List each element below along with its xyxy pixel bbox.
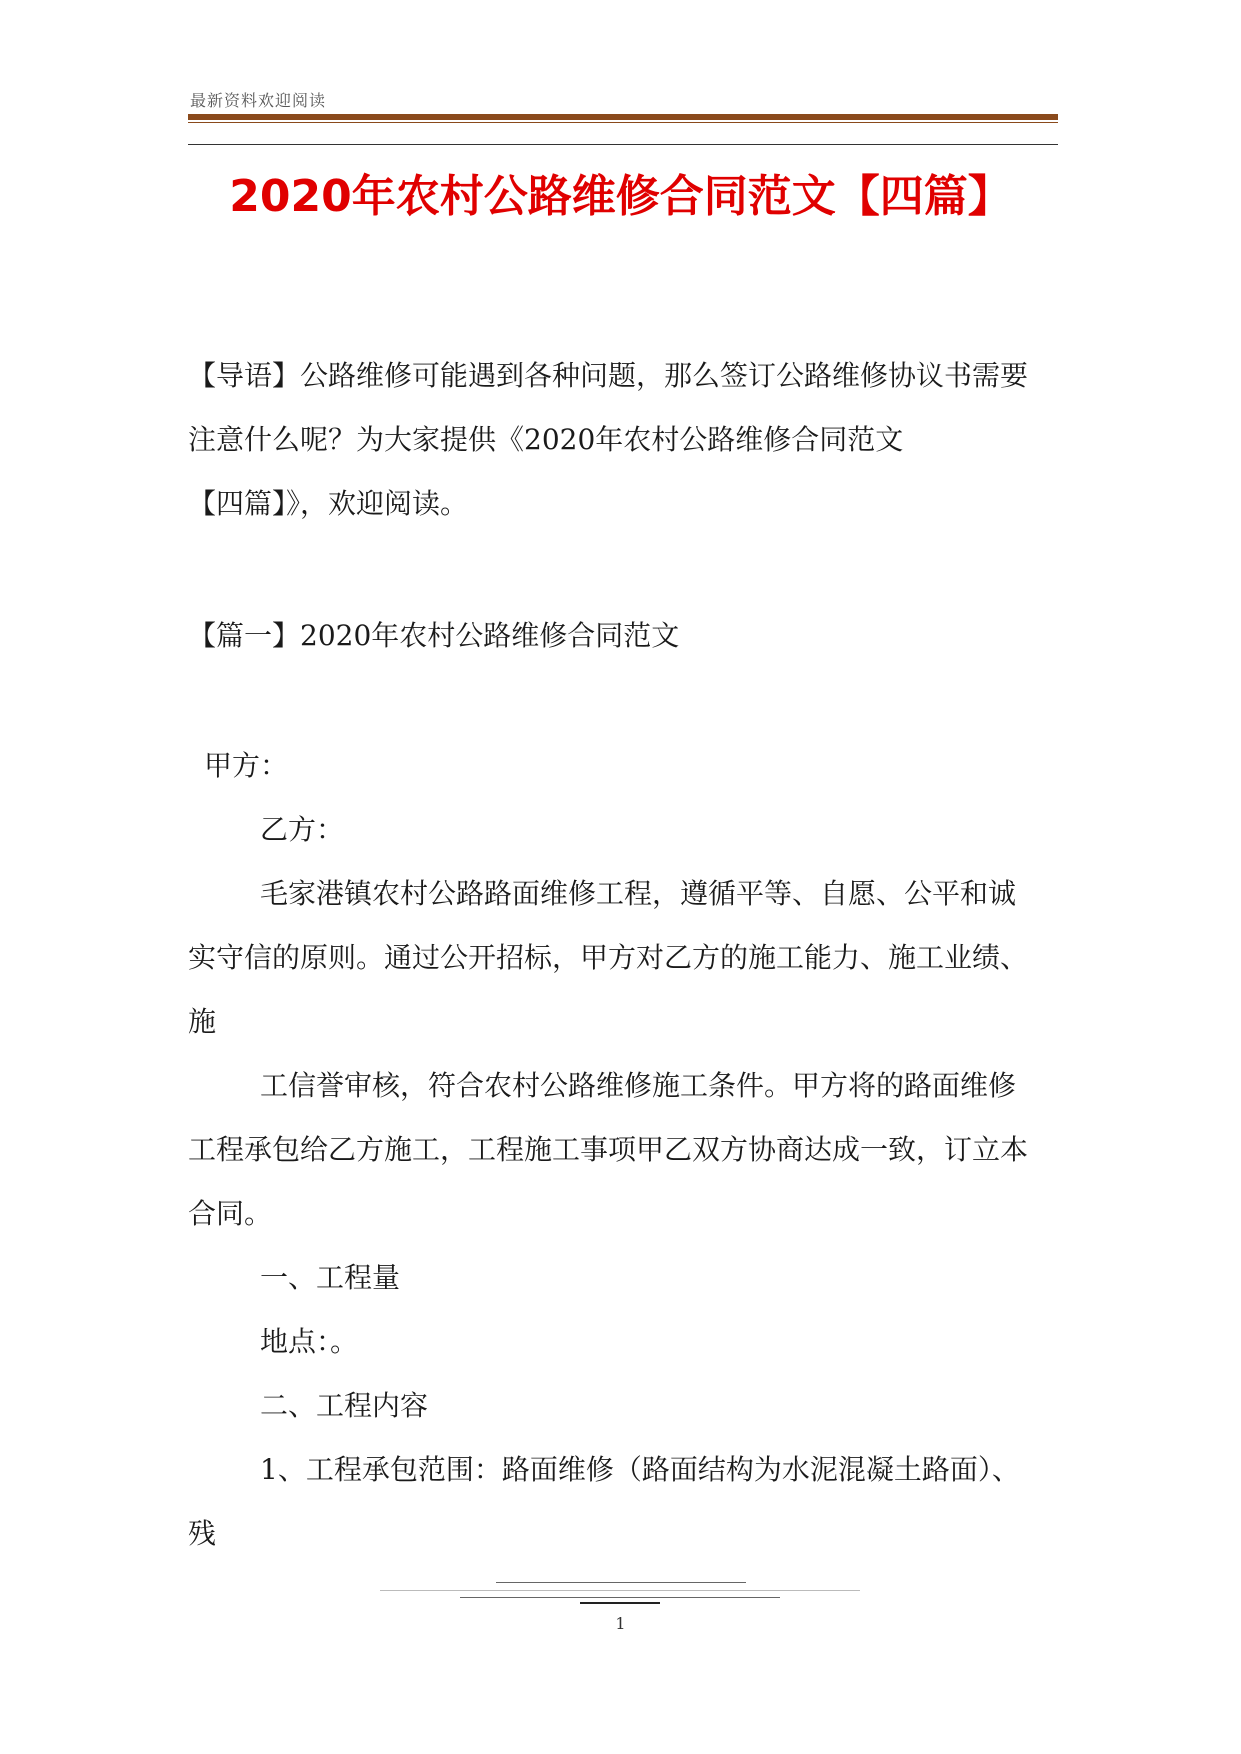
- page-number: 1: [615, 1614, 626, 1633]
- body-line: 实守信的原则。通过公开招标，甲方对乙方的施工能力、施工业绩、: [188, 941, 1029, 974]
- body-line: 工信誉审核，符合农村公路维修施工条件。甲方将的路面维修: [260, 1069, 1017, 1102]
- body-line: 工程承包给乙方施工，工程施工事项甲乙双方协商达成一致，订立本: [188, 1133, 1029, 1166]
- intro-line-3: 【四篇】》，欢迎阅读。: [188, 487, 469, 520]
- party-b: 乙方：: [260, 813, 345, 846]
- body-line: 残: [188, 1517, 217, 1550]
- body-line: 1、工程承包范围：路面维修（路面结构为水泥混凝土路面）、: [260, 1453, 1020, 1486]
- header-rule-bottom: [188, 144, 1058, 145]
- document-title: 2020年农村公路维修合同范文【四篇】: [229, 171, 1012, 222]
- body-line: 合同。: [188, 1197, 273, 1230]
- footer-rule: [496, 1582, 746, 1583]
- clause-heading: 一、工程量: [260, 1261, 401, 1294]
- header-rule-thick: [188, 114, 1058, 120]
- intro-line-1: 【导语】公路维修可能遇到各种问题，那么签订公路维修协议书需要: [188, 359, 1029, 392]
- clause-heading: 二、工程内容: [260, 1389, 429, 1422]
- body-line: 地点：。: [260, 1325, 359, 1358]
- header-text: 最新资料欢迎阅读: [190, 91, 327, 110]
- header-rule-thin: [188, 122, 1058, 123]
- footer-rule: [460, 1597, 780, 1598]
- footer-rule: [580, 1602, 660, 1604]
- body-line: 施: [188, 1005, 217, 1038]
- footer-rule: [380, 1590, 860, 1591]
- section-heading: 【篇一】2020年农村公路维修合同范文: [188, 619, 680, 652]
- intro-line-2: 注意什么呢？为大家提供《2020年农村公路维修合同范文: [188, 423, 904, 456]
- body-line: 毛家港镇农村公路路面维修工程，遵循平等、自愿、公平和诚: [260, 877, 1017, 910]
- party-a: 甲方：: [204, 749, 289, 782]
